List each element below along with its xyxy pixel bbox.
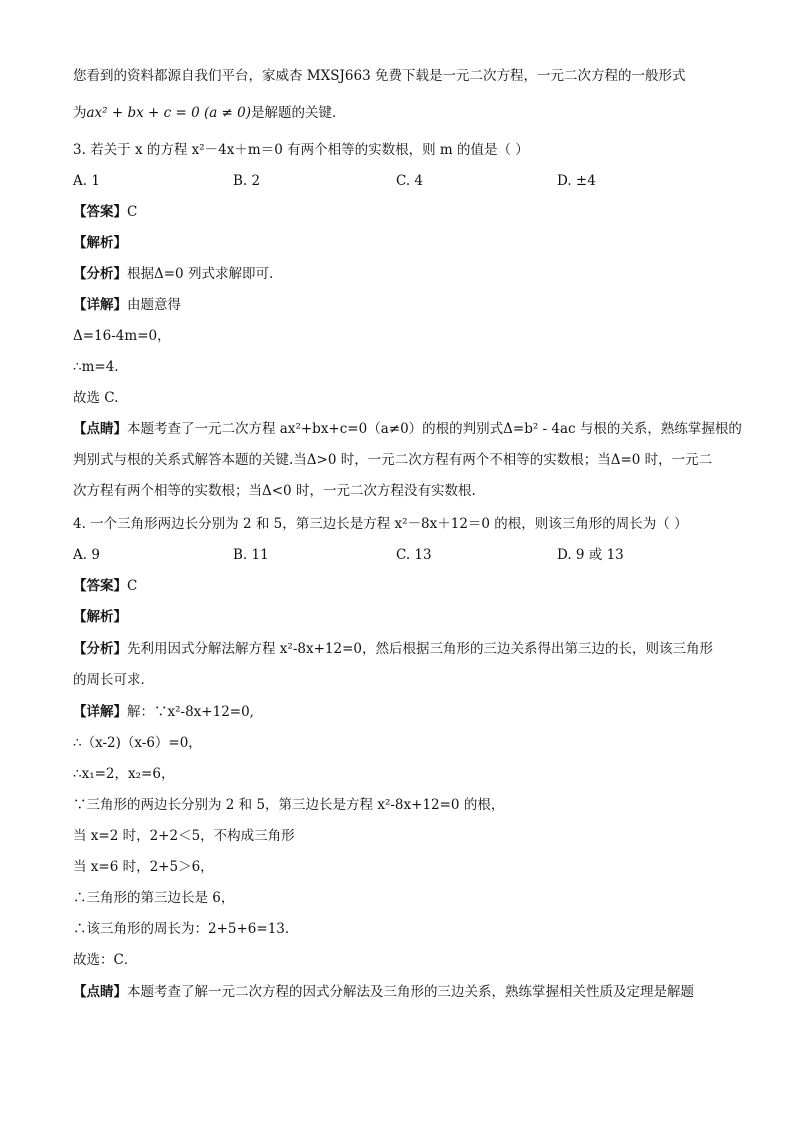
q4-fenxi-text-1: 先利用因式分解法解方程 x²-8x+12=0，然后根据三角形的三边关系得出第三边的长，则该三角形 (127, 641, 713, 657)
q3-fenxi-tag: 【分析】 (73, 266, 127, 282)
q4-step-3: ∵三角形的两边长分别为 2 和 5，第三边长是方程 x²-8x+12=0 的根， (73, 797, 505, 813)
q4-xiangjie (73, 703, 723, 721)
q4-answer-tag: 【答案】 (73, 578, 127, 594)
q3-step-2: ∴m=4. (73, 359, 119, 375)
q4-xiangjie-text: 解：∵x²-8x+12=0, (127, 704, 254, 720)
q3-xiangjie (73, 296, 723, 314)
q3-dianjing-line-2: 判别式与根的关系式解答本题的关键.当Δ>0 时，一元二次方程有两个不相等的实数根；当Δ=0 时，一元二 (73, 452, 713, 468)
q3-step-1: Δ=16-4m=0， (73, 328, 171, 344)
q3-analysis-heading (73, 234, 723, 252)
q4-stem: 4. 一个三角形两边长分别为 2 和 5，第三边长是方程 x²－8x＋12＝0 的根，则该三角形的周长为（ ） (73, 516, 688, 532)
q4-dianjing-text-1: 本题考查了解一元二次方程的因式分解法及三角形的三边关系，熟练掌握相关性质及定理是解题 (127, 984, 694, 1000)
header-line-2 (73, 104, 723, 122)
general-form-formula: ax² + bx + c = 0 (a ≠ 0) (86, 105, 252, 121)
q3-dianjing-text-1: 本题考查了一元二次方程 ax²+bx+c=0（a≠0）的根的判别式Δ=b² - 4ac 与根的关系，熟练掌握根的 (127, 421, 742, 437)
q3-step-3: 故选 C. (73, 390, 119, 406)
q3-answer-tag: 【答案】 (73, 204, 127, 220)
q3-option-d: D. ±4 (557, 173, 596, 189)
q3-option-a: A. 1 (73, 173, 100, 189)
q4-analysis-tag: 【解析】 (73, 609, 127, 625)
q4-xiangjie-tag: 【详解】 (73, 704, 127, 720)
q4-step-6: ∴三角形的第三边长是 6， (73, 890, 235, 906)
header-line-2-prefix: 为 (73, 105, 87, 121)
q4-fenxi-line-2: 的周长可求． (73, 672, 154, 688)
q3-analysis-tag: 【解析】 (73, 235, 127, 251)
q4-step-2: ∴x₁=2，x₂=6， (73, 766, 175, 782)
q4-fenxi (73, 640, 723, 658)
q3-dianjing-tag: 【点睛】 (73, 421, 127, 437)
q4-option-a: A. 9 (73, 547, 100, 563)
q4-option-b: B. 11 (233, 547, 269, 563)
header-line-2-suffix: 是解题的关键． (251, 105, 346, 121)
q4-dianjing-tag: 【点睛】 (73, 984, 127, 1000)
q3-fenxi-text: 根据Δ=0 列式求解即可. (127, 266, 274, 282)
q4-step-8: 故选：C． (73, 952, 138, 968)
q4-fenxi-tag: 【分析】 (73, 641, 127, 657)
q3-dianjing (73, 420, 742, 438)
q3-xiangjie-tag: 【详解】 (73, 297, 127, 313)
q4-option-d: D. 9 或 13 (557, 547, 624, 563)
header-line-1: 您看到的资料都源自我们平台，家威杏 MXSJ663 免费下载是一元二次方程，一元二次方程的一般形式 (73, 68, 686, 84)
q4-step-4: 当 x=2 时，2+2＜5，不构成三角形 (73, 828, 295, 844)
q3-option-c: C. 4 (396, 173, 424, 189)
q3-dianjing-line-3: 次方程有两个相等的实数根；当Δ<0 时，一元二次方程没有实数根. (73, 483, 476, 499)
q4-analysis-heading (73, 608, 723, 626)
q3-fenxi (73, 265, 723, 283)
q3-option-b: B. 2 (233, 173, 261, 189)
q3-stem: 3. 若关于 x 的方程 x²－4x＋m＝0 有两个相等的实数根，则 m 的值是（ ） (73, 142, 529, 158)
q4-answer-value: C (127, 578, 138, 594)
q3-xiangjie-text: 由题意得 (127, 297, 181, 313)
q4-dianjing (73, 983, 723, 1001)
q3-answer (73, 203, 723, 221)
q4-step-1: ∴（x-2)（x-6）=0， (73, 735, 202, 751)
q3-answer-value: C (127, 204, 138, 220)
q4-answer (73, 577, 723, 595)
q4-option-c: C. 13 (396, 547, 432, 563)
q4-step-5: 当 x=6 时，2+5＞6， (73, 859, 214, 875)
q4-step-7: ∴该三角形的周长为：2+5+6=13． (73, 921, 299, 937)
